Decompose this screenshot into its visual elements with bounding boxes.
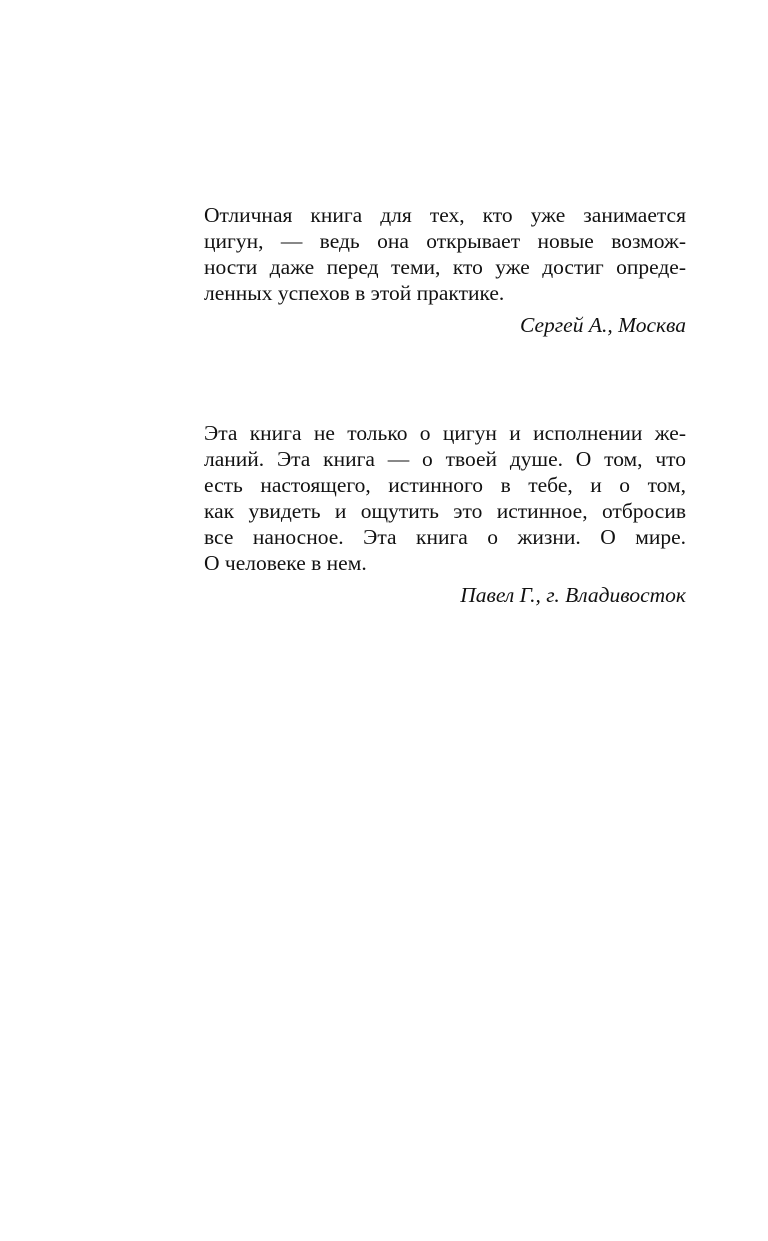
review-2-line: есть настоящего, истинного в тебе, и о том, (204, 473, 686, 497)
review-2-author: Павел Г., г. Владивосток (460, 583, 686, 607)
review-1-line: ности даже перед теми, кто уже достиг опреде- (204, 255, 686, 279)
review-1-text (204, 202, 686, 306)
review-1-line: ленных успехов в этой практике. (204, 281, 505, 305)
review-2-text (204, 420, 686, 576)
review-2-line: все наносное. Эта книга о жизни. О мире. (204, 525, 686, 549)
review-1-author: Сергей А., Москва (520, 313, 686, 337)
review-1-line: цигун, — ведь она открывает новые возмож- (204, 229, 686, 253)
review-1 (204, 202, 686, 338)
review-2-line: как увидеть и ощутить это истинное, отбросив (204, 499, 686, 523)
review-2-line: ланий. Эта книга — о твоей душе. О том, что (204, 447, 686, 471)
review-2-line: Эта книга не только о цигун и исполнении же- (204, 421, 686, 445)
review-2 (204, 420, 686, 608)
review-1-line: Отличная книга для тех, кто уже занимается (204, 203, 686, 227)
review-2-line: О человеке в нем. (204, 551, 367, 575)
